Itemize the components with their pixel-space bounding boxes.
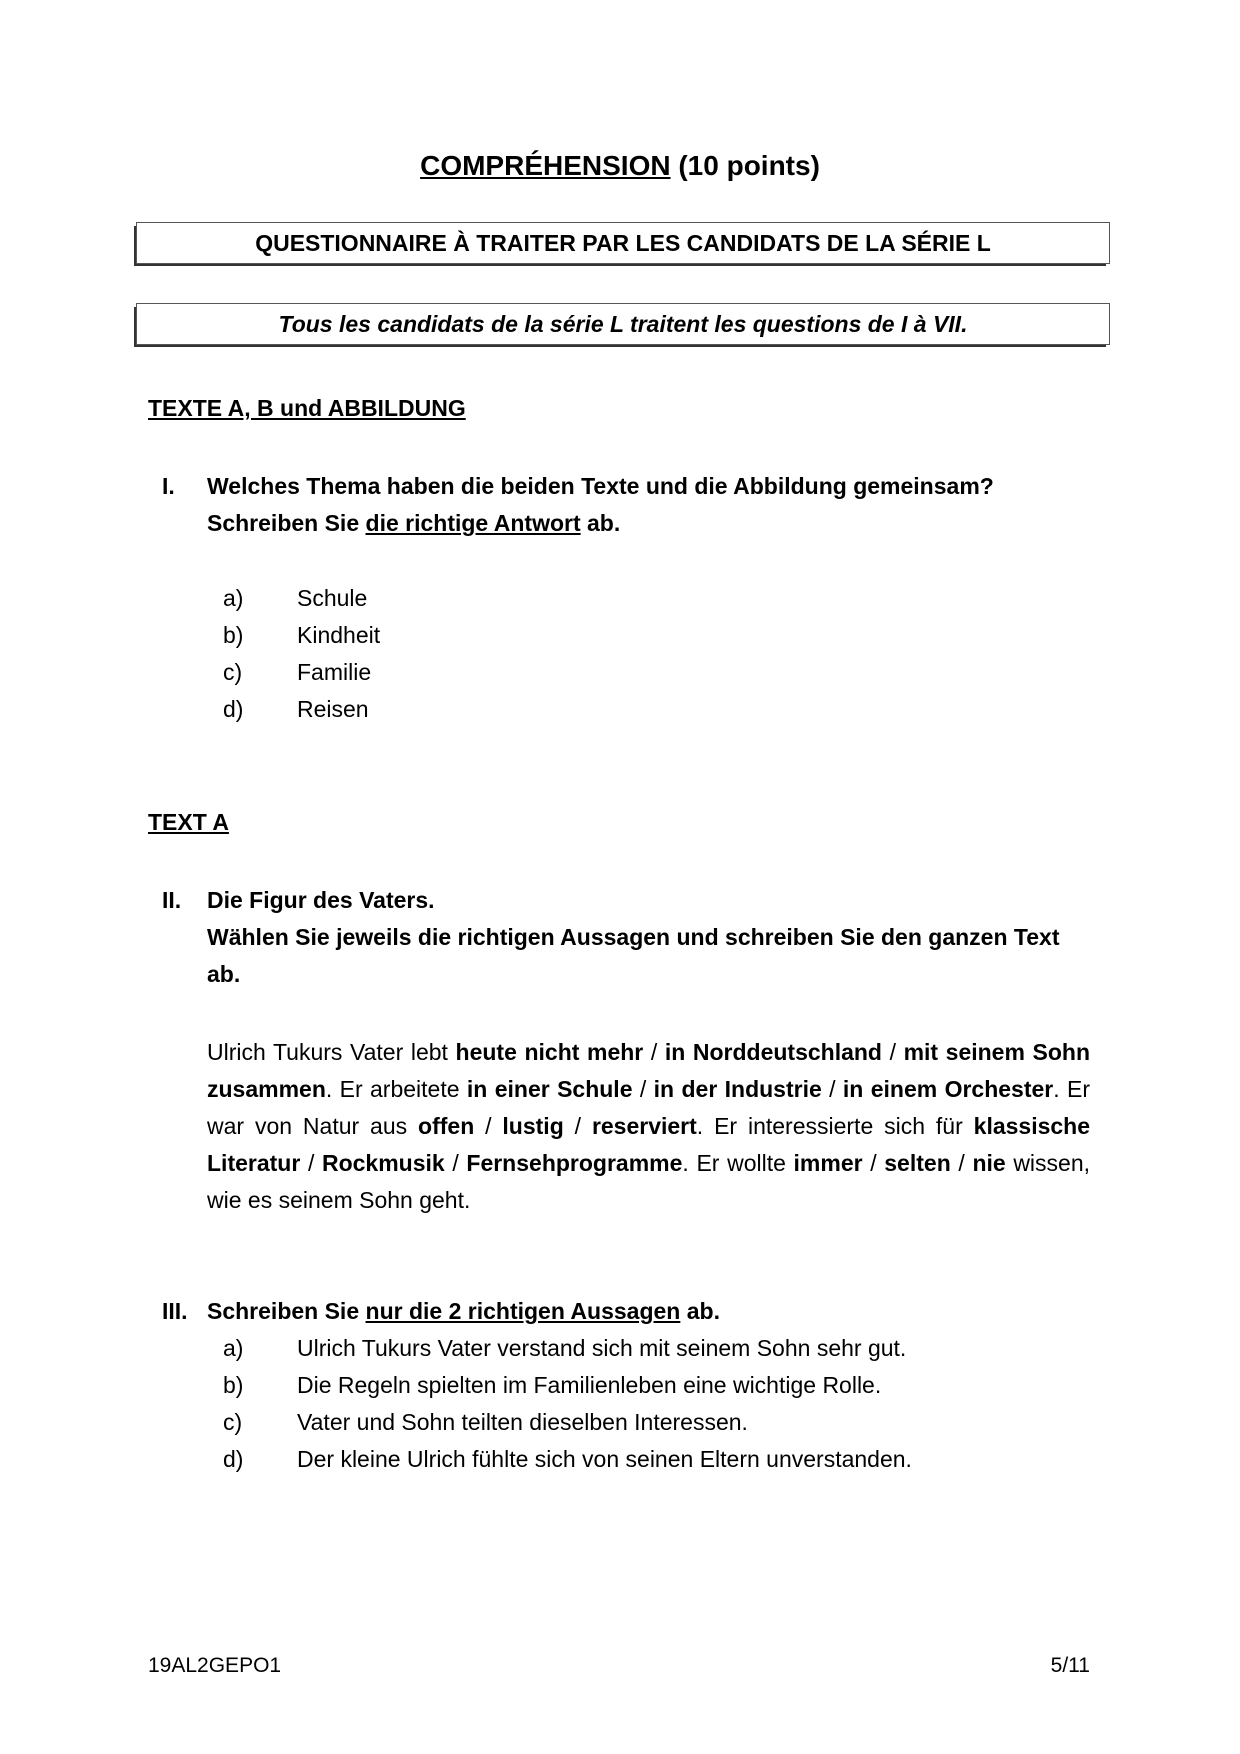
answer-choice: offen	[418, 1113, 475, 1139]
option-text: Familie	[297, 659, 372, 685]
question-2	[162, 882, 1097, 993]
question-1-line2-underlined: die richtige Antwort	[365, 510, 581, 536]
question-3-line-pre: Schreiben Sie	[207, 1298, 366, 1324]
paragraph-text: /	[632, 1076, 654, 1102]
option-item	[207, 1441, 1097, 1478]
paragraph-text: /	[643, 1039, 665, 1065]
question-1-line1: Welches Thema haben die beiden Texte und die Abbildung gemeinsam?	[207, 473, 994, 499]
question-1-line2-post: ab.	[580, 510, 621, 536]
section-heading-text-a: TEXT A	[148, 809, 229, 835]
question-2-paragraph	[207, 1034, 1090, 1219]
answer-choice: lustig	[502, 1113, 564, 1139]
paragraph-text: wissen, wie es seinem Sohn geht.	[207, 1150, 1091, 1213]
answer-choice: in einer Schule	[466, 1076, 633, 1102]
paragraph-text: /	[881, 1039, 904, 1065]
option-letter: b)	[223, 1372, 244, 1398]
option-text: Reisen	[297, 696, 369, 722]
instruction-box	[136, 303, 1110, 345]
option-item	[207, 1404, 1097, 1441]
question-1-line2-pre: Schreiben Sie	[207, 510, 366, 536]
answer-choice: in Norddeutschland	[664, 1039, 882, 1065]
option-item	[207, 617, 1097, 654]
title-points: (10 points)	[670, 150, 820, 181]
paragraph-text: /	[474, 1113, 503, 1139]
paragraph-text: /	[444, 1150, 467, 1176]
page-title	[0, 150, 1240, 182]
answer-choice: reserviert	[591, 1113, 697, 1139]
option-item	[207, 654, 1097, 691]
paragraph-text: /	[821, 1076, 843, 1102]
option-text: Schule	[297, 585, 368, 611]
option-letter: d)	[223, 1446, 244, 1472]
answer-choice: in einem Orchester	[842, 1076, 1054, 1102]
question-2-line2: Wählen Sie jeweils die richtigen Aussagen und schreiben Sie den ganzen Text ab.	[207, 924, 1060, 987]
answer-choice: selten	[884, 1150, 951, 1176]
question-3-options	[207, 1330, 1097, 1478]
option-item	[207, 580, 1097, 617]
question-1-line2	[207, 505, 1097, 542]
option-text: Der kleine Ulrich fühlte sich von seinen Eltern unverstanden.	[297, 1446, 912, 1472]
option-item	[207, 1330, 1097, 1367]
answer-choice: in der Industrie	[653, 1076, 822, 1102]
question-3-number: III.	[162, 1298, 188, 1324]
paragraph-text: Ulrich Tukurs Vater lebt	[207, 1039, 456, 1065]
option-text: Ulrich Tukurs Vater verstand sich mit seinem Sohn sehr gut.	[297, 1335, 907, 1361]
question-1-number: I.	[162, 473, 175, 499]
paragraph-text: /	[950, 1150, 973, 1176]
title-main: COMPRÉHENSION	[420, 150, 671, 181]
option-letter: d)	[223, 696, 244, 722]
question-1-options	[207, 580, 1097, 728]
paragraph-text: . Er wollte	[682, 1150, 794, 1176]
option-text: Vater und Sohn teilten dieselben Interessen.	[297, 1409, 748, 1435]
answer-choice: Fernsehprogramme	[466, 1150, 683, 1176]
section-heading-texte-ab: TEXTE A, B und ABBILDUNG	[148, 395, 466, 421]
paragraph-text: /	[563, 1113, 592, 1139]
answer-choice: Rockmusik	[321, 1150, 445, 1176]
option-letter: a)	[223, 585, 244, 611]
answer-choice: heute nicht mehr	[455, 1039, 644, 1065]
questionnaire-label: QUESTIONNAIRE À TRAITER PAR LES CANDIDATS DE LA SÉRIE L	[255, 229, 991, 256]
option-item	[207, 691, 1097, 728]
option-item	[207, 1367, 1097, 1404]
footer-page-number: 5/11	[1050, 1654, 1090, 1677]
paragraph-text: . Er arbeitete	[325, 1076, 467, 1102]
question-3-line	[207, 1293, 1097, 1330]
paragraph-text: . Er war von Natur aus	[207, 1076, 1091, 1139]
question-2-line1: Die Figur des Vaters.	[207, 887, 435, 913]
question-3-line-underlined: nur die 2 richtigen Aussagen	[365, 1298, 681, 1324]
option-text: Kindheit	[297, 622, 381, 648]
option-letter: c)	[223, 659, 243, 685]
answer-choice: immer	[793, 1150, 863, 1176]
question-1	[162, 468, 1097, 728]
answer-choice: nie	[972, 1150, 1006, 1176]
answer-choice: klassische Literatur	[207, 1113, 1091, 1176]
instruction-label: Tous les candidats de la série L traitent les questions de I à VII.	[278, 310, 968, 337]
paragraph-text: . Er interessierte sich für	[696, 1113, 974, 1139]
questionnaire-box	[136, 222, 1110, 264]
option-text: Die Regeln spielten im Familienleben eine wichtige Rolle.	[297, 1372, 882, 1398]
question-3-line-post: ab.	[680, 1298, 720, 1324]
option-letter: b)	[223, 622, 244, 648]
footer-code: 19AL2GEPO1	[148, 1654, 282, 1677]
paragraph-text: /	[300, 1150, 322, 1176]
paragraph-text: /	[862, 1150, 885, 1176]
question-2-number: II.	[162, 887, 182, 913]
question-3	[162, 1293, 1097, 1478]
option-letter: c)	[223, 1409, 243, 1435]
option-letter: a)	[223, 1335, 244, 1361]
answer-choice: mit seinem Sohn zusammen	[207, 1039, 1091, 1102]
